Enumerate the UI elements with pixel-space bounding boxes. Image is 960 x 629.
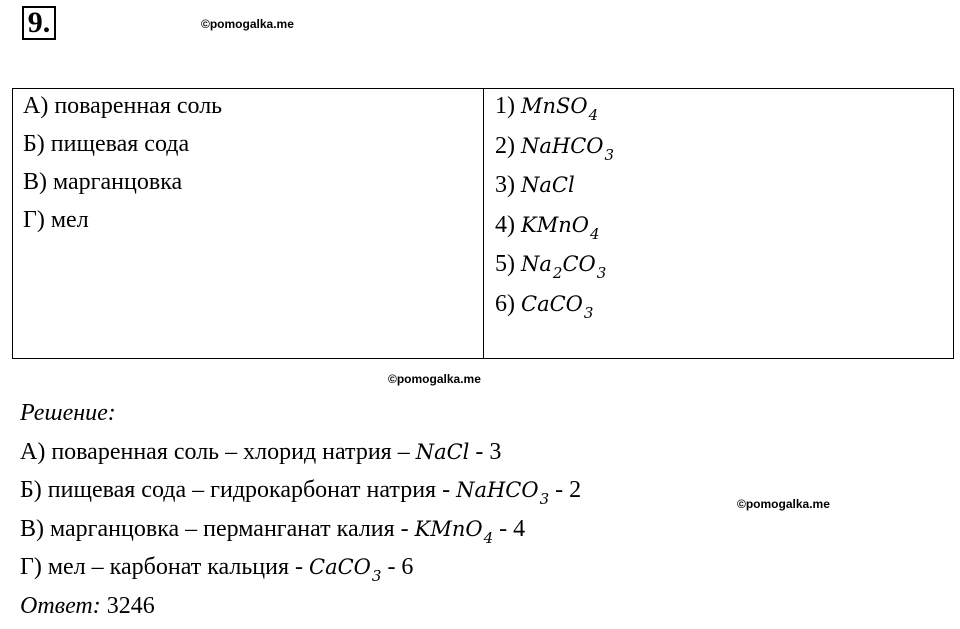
formulas-column (495, 91, 614, 329)
formula-subscript: 3 (371, 567, 382, 585)
answer-line (20, 589, 581, 628)
solution-line (20, 512, 581, 551)
answer-value: 3246 (100, 592, 155, 619)
solution-match-number: - 4 (493, 515, 526, 542)
substance-item: Г) мел (23, 207, 89, 233)
formula-item (495, 289, 614, 329)
solution-section (20, 396, 581, 627)
column-divider (483, 89, 484, 358)
chemical-formula (521, 212, 600, 243)
formula-index: 3) (495, 172, 521, 199)
chemical-formula (521, 291, 594, 322)
formula-text: MnSO (521, 94, 588, 118)
solution-line (20, 435, 581, 474)
formula-text: CaCO (309, 555, 371, 579)
solution-match-number: - 6 (381, 554, 414, 580)
formula-item (495, 131, 614, 171)
formula-subscript: 3 (596, 264, 607, 283)
formula-text: CaCO (521, 291, 583, 316)
formula-item (495, 170, 614, 210)
formula-subscript: 4 (589, 224, 600, 243)
formula-text: NaCl (521, 173, 575, 198)
formula-index: 5) (495, 251, 521, 278)
substance-item: В) марганцовка (23, 169, 183, 195)
chemical-formula (414, 516, 494, 547)
formula-subscript: 3 (539, 490, 550, 508)
chemical-formula (521, 252, 607, 283)
formula-index: 6) (495, 290, 521, 317)
solution-lines (20, 435, 581, 589)
formula-index: 1) (495, 93, 521, 119)
formula-subscript: 4 (483, 528, 494, 547)
solution-line (20, 550, 581, 589)
chemical-formula (456, 478, 550, 508)
formula-text: NaHCO (521, 133, 604, 158)
formula-index: 2) (495, 132, 521, 159)
solution-text: А) поваренная соль – хлорид натрия – (20, 438, 416, 465)
formula-item (495, 210, 614, 250)
formula-text: NaHCO (456, 478, 539, 502)
substance-item: А) поваренная соль (23, 93, 223, 119)
solution-match-number: - 2 (549, 477, 582, 503)
answer-label: Ответ: (20, 592, 101, 619)
solution-text: Г) мел – карбонат кальция - (20, 554, 310, 580)
formula-text: NaCl (415, 439, 470, 464)
formula-text: Na (521, 252, 552, 277)
formula-text: KMnO (521, 212, 589, 237)
formula-item (495, 249, 614, 289)
substances-column (23, 91, 222, 243)
task-number: 9. (22, 6, 56, 40)
formula-item (495, 91, 614, 131)
watermark: ©pomogalka.me (388, 372, 481, 386)
formula-index: 4) (495, 211, 521, 238)
chemical-formula (309, 555, 382, 585)
solution-match-number: - 3 (469, 438, 502, 465)
formula-text: CO (562, 252, 596, 277)
formula-subscript: 3 (604, 145, 615, 164)
solution-text: Б) пищевая сода – гидрокарбонат натрия - (20, 477, 457, 503)
chemical-formula (521, 94, 599, 124)
solution-line (20, 473, 581, 512)
solution-heading: Решение: (20, 400, 116, 426)
chemical-formula (521, 173, 575, 197)
chemical-formula (521, 133, 615, 164)
chemical-formula (416, 440, 470, 464)
formula-text: KMnO (414, 516, 483, 541)
formula-subscript: 4 (588, 106, 599, 124)
substance-item: Б) пищевая сода (23, 131, 190, 157)
solution-text: В) марганцовка – перманганат калия - (20, 515, 415, 542)
formula-subscript: 2 (552, 264, 563, 283)
matching-table (12, 88, 954, 359)
formula-subscript: 3 (583, 303, 594, 322)
watermark: ©pomogalka.me (201, 17, 294, 31)
watermark: ©pomogalka.me (737, 497, 830, 511)
